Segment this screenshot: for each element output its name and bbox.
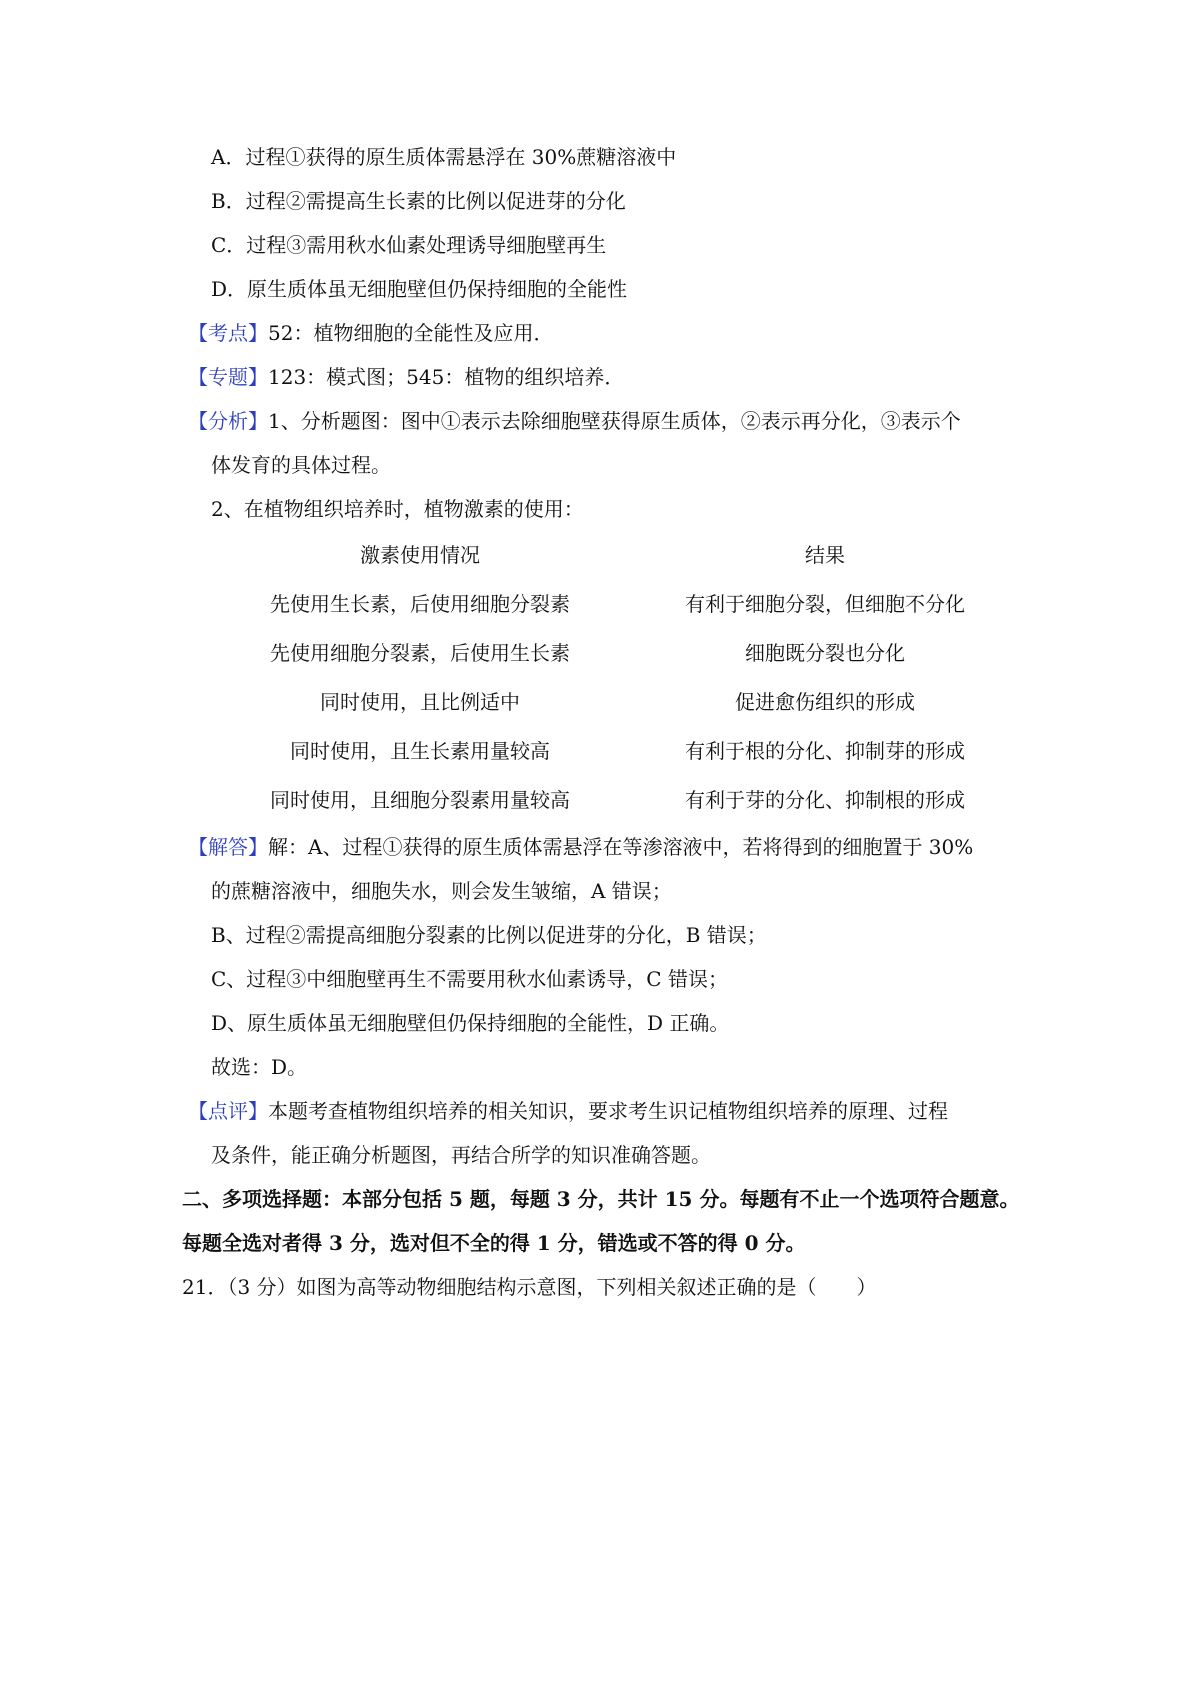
section2-heading-1: 二、多项选择题：本部分包括 5 题，每题 3 分，共计 15 分。每题有不止一个选项符合题意。 bbox=[182, 1187, 1020, 1211]
jieda-text-1: 解：A、过程①获得的原生质体需悬浮在等渗溶液中，若将得到的细胞置于 30% bbox=[268, 835, 974, 859]
table-row-1-usage: 先使用生长素，后使用细胞分裂素 bbox=[270, 592, 570, 616]
fenxi-line-1 bbox=[188, 406, 961, 436]
fenxi-line-2: 体发育的具体过程。 bbox=[211, 453, 391, 477]
fenxi-text-1: 1、分析题图：图中①表示去除细胞壁获得原生质体，②表示再分化，③表示个 bbox=[268, 409, 961, 433]
option-d: D．原生质体虽无细胞壁但仍保持细胞的全能性 bbox=[211, 277, 628, 301]
table-row-4-usage: 同时使用，且生长素用量较高 bbox=[290, 739, 550, 763]
kaodian-line bbox=[188, 318, 553, 348]
option-a: A．过程①获得的原生质体需悬浮在 30%蔗糖溶液中 bbox=[211, 145, 677, 169]
jieda-line-6: 故选：D。 bbox=[211, 1055, 308, 1079]
zhuanti-line bbox=[188, 362, 624, 392]
fenxi-tag: 【分析】 bbox=[188, 409, 268, 433]
dianping-line-1 bbox=[188, 1096, 948, 1126]
jieda-line-5: D、原生质体虽无细胞壁但仍保持细胞的全能性，D 正确。 bbox=[211, 1011, 730, 1035]
kaodian-text: 52：植物细胞的全能性及应用． bbox=[268, 321, 554, 345]
table-row-3-result: 促进愈伤组织的形成 bbox=[735, 690, 915, 714]
fenxi-line-3: 2、在植物组织培养时，植物激素的使用： bbox=[211, 497, 584, 521]
table-row-5-usage: 同时使用，且细胞分裂素用量较高 bbox=[270, 788, 570, 812]
table-header-usage: 激素使用情况 bbox=[360, 543, 480, 567]
table-row-2-usage: 先使用细胞分裂素，后使用生长素 bbox=[270, 641, 570, 665]
zhuanti-text: 123：模式图；545：植物的组织培养． bbox=[268, 365, 625, 389]
kaodian-tag: 【考点】 bbox=[188, 321, 268, 345]
jieda-tag: 【解答】 bbox=[188, 835, 268, 859]
jieda-line-1 bbox=[188, 832, 973, 862]
dianping-text-1: 本题考查植物组织培养的相关知识，要求考生识记植物组织培养的原理、过程 bbox=[268, 1099, 948, 1123]
table-row-4-result: 有利于根的分化、抑制芽的形成 bbox=[685, 739, 965, 763]
jieda-line-3: B、过程②需提高细胞分裂素的比例以促进芽的分化，B 错误； bbox=[211, 923, 767, 947]
jieda-line-2: 的蔗糖溶液中，细胞失水，则会发生皱缩，A 错误； bbox=[211, 879, 672, 903]
dianping-tag: 【点评】 bbox=[188, 1099, 268, 1123]
zhuanti-tag: 【专题】 bbox=[188, 365, 268, 389]
table-header-result: 结果 bbox=[805, 543, 845, 567]
section2-heading-2: 每题全选对者得 3 分，选对但不全的得 1 分，错选或不答的得 0 分。 bbox=[182, 1231, 806, 1255]
option-b: B．过程②需提高生长素的比例以促进芽的分化 bbox=[211, 189, 626, 213]
table-row-3-usage: 同时使用，且比例适中 bbox=[320, 690, 520, 714]
table-row-1-result: 有利于细胞分裂，但细胞不分化 bbox=[685, 592, 965, 616]
dianping-line-2: 及条件，能正确分析题图，再结合所学的知识准确答题。 bbox=[211, 1143, 711, 1167]
jieda-line-4: C、过程③中细胞壁再生不需要用秋水仙素诱导，C 错误； bbox=[211, 967, 728, 991]
table-row-2-result: 细胞既分裂也分化 bbox=[745, 641, 905, 665]
table-row-5-result: 有利于芽的分化、抑制根的形成 bbox=[685, 788, 965, 812]
option-c: C．过程③需用秋水仙素处理诱导细胞壁再生 bbox=[211, 233, 607, 257]
question-21: 21．（3 分）如图为高等动物细胞结构示意图，下列相关叙述正确的是（ ） bbox=[182, 1275, 877, 1299]
